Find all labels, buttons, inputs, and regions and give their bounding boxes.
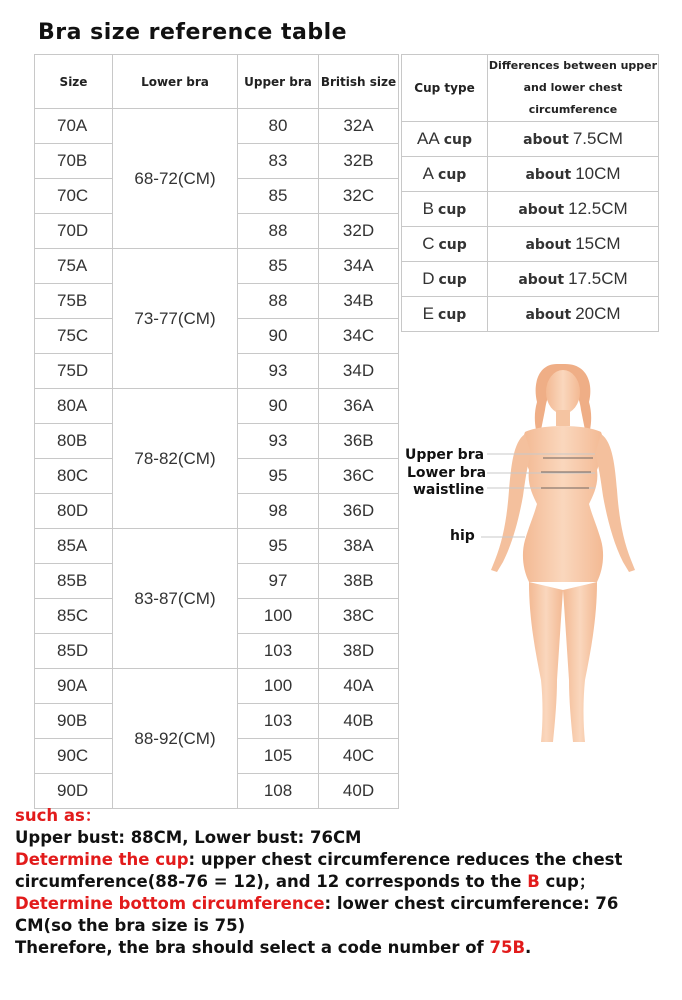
- difference-cell: [488, 192, 659, 227]
- difference-value: 17.5CM: [568, 269, 628, 288]
- difference-value: 15CM: [575, 234, 621, 253]
- header-cup-type: Cup type: [402, 55, 488, 122]
- size-cell: 85B: [35, 564, 113, 599]
- size-cell: 90D: [35, 774, 113, 809]
- label-hip: hip: [450, 528, 475, 544]
- table-row: [35, 109, 399, 144]
- example-measurements: Upper bust: 88CM, Lower bust: 76CM: [15, 828, 362, 847]
- british-size-cell: 32C: [319, 179, 399, 214]
- cup-type-cell: [402, 262, 488, 297]
- upper-bra-cell: 103: [238, 704, 319, 739]
- about-word: about: [523, 132, 569, 148]
- label-upper-bra: Upper bra: [405, 447, 485, 463]
- example-cup-step: [15, 849, 675, 893]
- british-size-cell: 38C: [319, 599, 399, 634]
- about-word: about: [525, 237, 572, 253]
- upper-bra-cell: 88: [238, 284, 319, 319]
- difference-cell: [488, 122, 659, 157]
- upper-bra-cell: 100: [238, 669, 319, 704]
- size-cell: 75D: [35, 354, 113, 389]
- upper-bra-cell: 93: [238, 424, 319, 459]
- cup-table-header: [402, 55, 659, 122]
- british-size-cell: 40D: [319, 774, 399, 809]
- size-cell: 75A: [35, 249, 113, 284]
- lower-bra-cell: 88-92(CM): [113, 669, 238, 809]
- cup-step-end: cup；: [539, 872, 596, 891]
- upper-bra-cell: 83: [238, 144, 319, 179]
- size-cell: 70D: [35, 214, 113, 249]
- british-size-cell: 34C: [319, 319, 399, 354]
- size-cell: 80D: [35, 494, 113, 529]
- cup-type-cell: [402, 122, 488, 157]
- cup-table: [401, 54, 659, 332]
- size-cell: 80A: [35, 389, 113, 424]
- lower-bra-cell: 73-77(CM): [113, 249, 238, 389]
- body-measurement-figure: [405, 350, 665, 760]
- table-row: [35, 249, 399, 284]
- british-size-cell: 40B: [319, 704, 399, 739]
- header-lower-bra: Lower bra: [113, 55, 238, 109]
- upper-bra-cell: 97: [238, 564, 319, 599]
- cup-word: cup: [438, 167, 467, 183]
- size-cell: 80C: [35, 459, 113, 494]
- cup-step-text: : upper chest circumference reduces the chest circumference(88-76 = 12), and 12 corresponds to the: [15, 850, 623, 891]
- size-cell: 85C: [35, 599, 113, 634]
- upper-bra-cell: 98: [238, 494, 319, 529]
- british-size-cell: 34D: [319, 354, 399, 389]
- difference-cell: [488, 157, 659, 192]
- difference-value: 7.5CM: [572, 129, 623, 148]
- bottom-step-label: Determine bottom circumference: [15, 894, 325, 913]
- header-difference-line1: Differences between upper: [488, 59, 658, 72]
- cup-letter: E: [422, 304, 435, 323]
- size-cell: 90A: [35, 669, 113, 704]
- british-size-cell: 32B: [319, 144, 399, 179]
- cup-type-cell: [402, 297, 488, 332]
- difference-cell: [488, 227, 659, 262]
- cup-type-cell: [402, 157, 488, 192]
- lower-bra-cell: 68-72(CM): [113, 109, 238, 249]
- cup-type-cell: [402, 227, 488, 262]
- cup-type-cell: [402, 192, 488, 227]
- example-bottom-step: [15, 893, 675, 937]
- header-size: Size: [35, 55, 113, 109]
- cup-row: [402, 122, 659, 157]
- cup-word: cup: [438, 202, 467, 218]
- cup-row: [402, 262, 659, 297]
- cup-letter: D: [422, 269, 435, 288]
- size-cell: 90B: [35, 704, 113, 739]
- size-cell: 70A: [35, 109, 113, 144]
- british-size-cell: 38B: [319, 564, 399, 599]
- upper-bra-cell: 80: [238, 109, 319, 144]
- upper-bra-cell: 103: [238, 634, 319, 669]
- about-word: about: [525, 167, 572, 183]
- british-size-cell: 38A: [319, 529, 399, 564]
- upper-bra-cell: 100: [238, 599, 319, 634]
- cup-word: cup: [443, 132, 472, 148]
- size-table-header: [35, 55, 399, 109]
- size-cell: 80B: [35, 424, 113, 459]
- conclusion-code: 75B: [489, 938, 526, 957]
- cup-row: [402, 297, 659, 332]
- size-cell: 75B: [35, 284, 113, 319]
- page-title: Bra size reference table: [38, 20, 348, 45]
- table-row: [35, 669, 399, 704]
- cup-letter: C: [422, 234, 435, 253]
- size-cell: 70C: [35, 179, 113, 214]
- difference-value: 12.5CM: [568, 199, 628, 218]
- cup-letter: A: [422, 164, 435, 183]
- header-difference: [488, 55, 659, 122]
- cup-word: cup: [438, 237, 467, 253]
- size-cell: 75C: [35, 319, 113, 354]
- example-explanation: [15, 805, 675, 959]
- upper-bra-cell: 88: [238, 214, 319, 249]
- british-size-cell: 34B: [319, 284, 399, 319]
- cup-letter: B: [422, 199, 435, 218]
- british-size-cell: 34A: [319, 249, 399, 284]
- example-heading: such as：: [15, 806, 102, 825]
- difference-cell: [488, 297, 659, 332]
- header-british-size: British size: [319, 55, 399, 109]
- size-cell: 90C: [35, 739, 113, 774]
- upper-bra-cell: 90: [238, 389, 319, 424]
- size-cell: 70B: [35, 144, 113, 179]
- cup-row: [402, 157, 659, 192]
- british-size-cell: 36C: [319, 459, 399, 494]
- table-row: [35, 389, 399, 424]
- british-size-cell: 36D: [319, 494, 399, 529]
- british-size-cell: 32A: [319, 109, 399, 144]
- british-size-cell: 36B: [319, 424, 399, 459]
- cup-step-letter: B: [527, 872, 540, 891]
- upper-bra-cell: 95: [238, 459, 319, 494]
- british-size-cell: 40C: [319, 739, 399, 774]
- cup-table-body: [402, 122, 659, 332]
- label-lower-bra: Lower bra: [407, 465, 487, 481]
- cup-word: cup: [438, 272, 467, 288]
- upper-bra-cell: 105: [238, 739, 319, 774]
- upper-bra-cell: 108: [238, 774, 319, 809]
- size-cell: 85D: [35, 634, 113, 669]
- upper-bra-cell: 93: [238, 354, 319, 389]
- upper-bra-cell: 85: [238, 249, 319, 284]
- british-size-cell: 36A: [319, 389, 399, 424]
- difference-value: 10CM: [575, 164, 621, 183]
- conclusion-text: Therefore, the bra should select a code number of: [15, 938, 490, 957]
- british-size-cell: 32D: [319, 214, 399, 249]
- bottom-step-text: : lower chest circumference: 76 CM(so the bra size is 75): [15, 894, 619, 935]
- cup-step-label: Determine the cup: [15, 850, 189, 869]
- upper-bra-cell: 90: [238, 319, 319, 354]
- lower-bra-cell: 78-82(CM): [113, 389, 238, 529]
- size-table: [34, 54, 399, 809]
- upper-bra-cell: 85: [238, 179, 319, 214]
- cup-row: [402, 227, 659, 262]
- about-word: about: [518, 272, 565, 288]
- cup-word: cup: [438, 307, 467, 323]
- cup-letter: AA: [417, 129, 440, 148]
- lower-bra-cell: 83-87(CM): [113, 529, 238, 669]
- cup-row: [402, 192, 659, 227]
- british-size-cell: 38D: [319, 634, 399, 669]
- british-size-cell: 40A: [319, 669, 399, 704]
- size-cell: 85A: [35, 529, 113, 564]
- size-table-body: [35, 109, 399, 809]
- header-upper-bra: Upper bra: [238, 55, 319, 109]
- table-row: [35, 529, 399, 564]
- difference-value: 20CM: [575, 304, 621, 323]
- conclusion-end: .: [525, 938, 532, 957]
- female-silhouette: [405, 350, 665, 760]
- about-word: about: [525, 307, 572, 323]
- header-difference-line2: and lower chest circumference: [523, 81, 623, 116]
- difference-cell: [488, 262, 659, 297]
- example-conclusion: [15, 937, 675, 959]
- label-waistline: waistline: [413, 482, 485, 498]
- upper-bra-cell: 95: [238, 529, 319, 564]
- about-word: about: [518, 202, 565, 218]
